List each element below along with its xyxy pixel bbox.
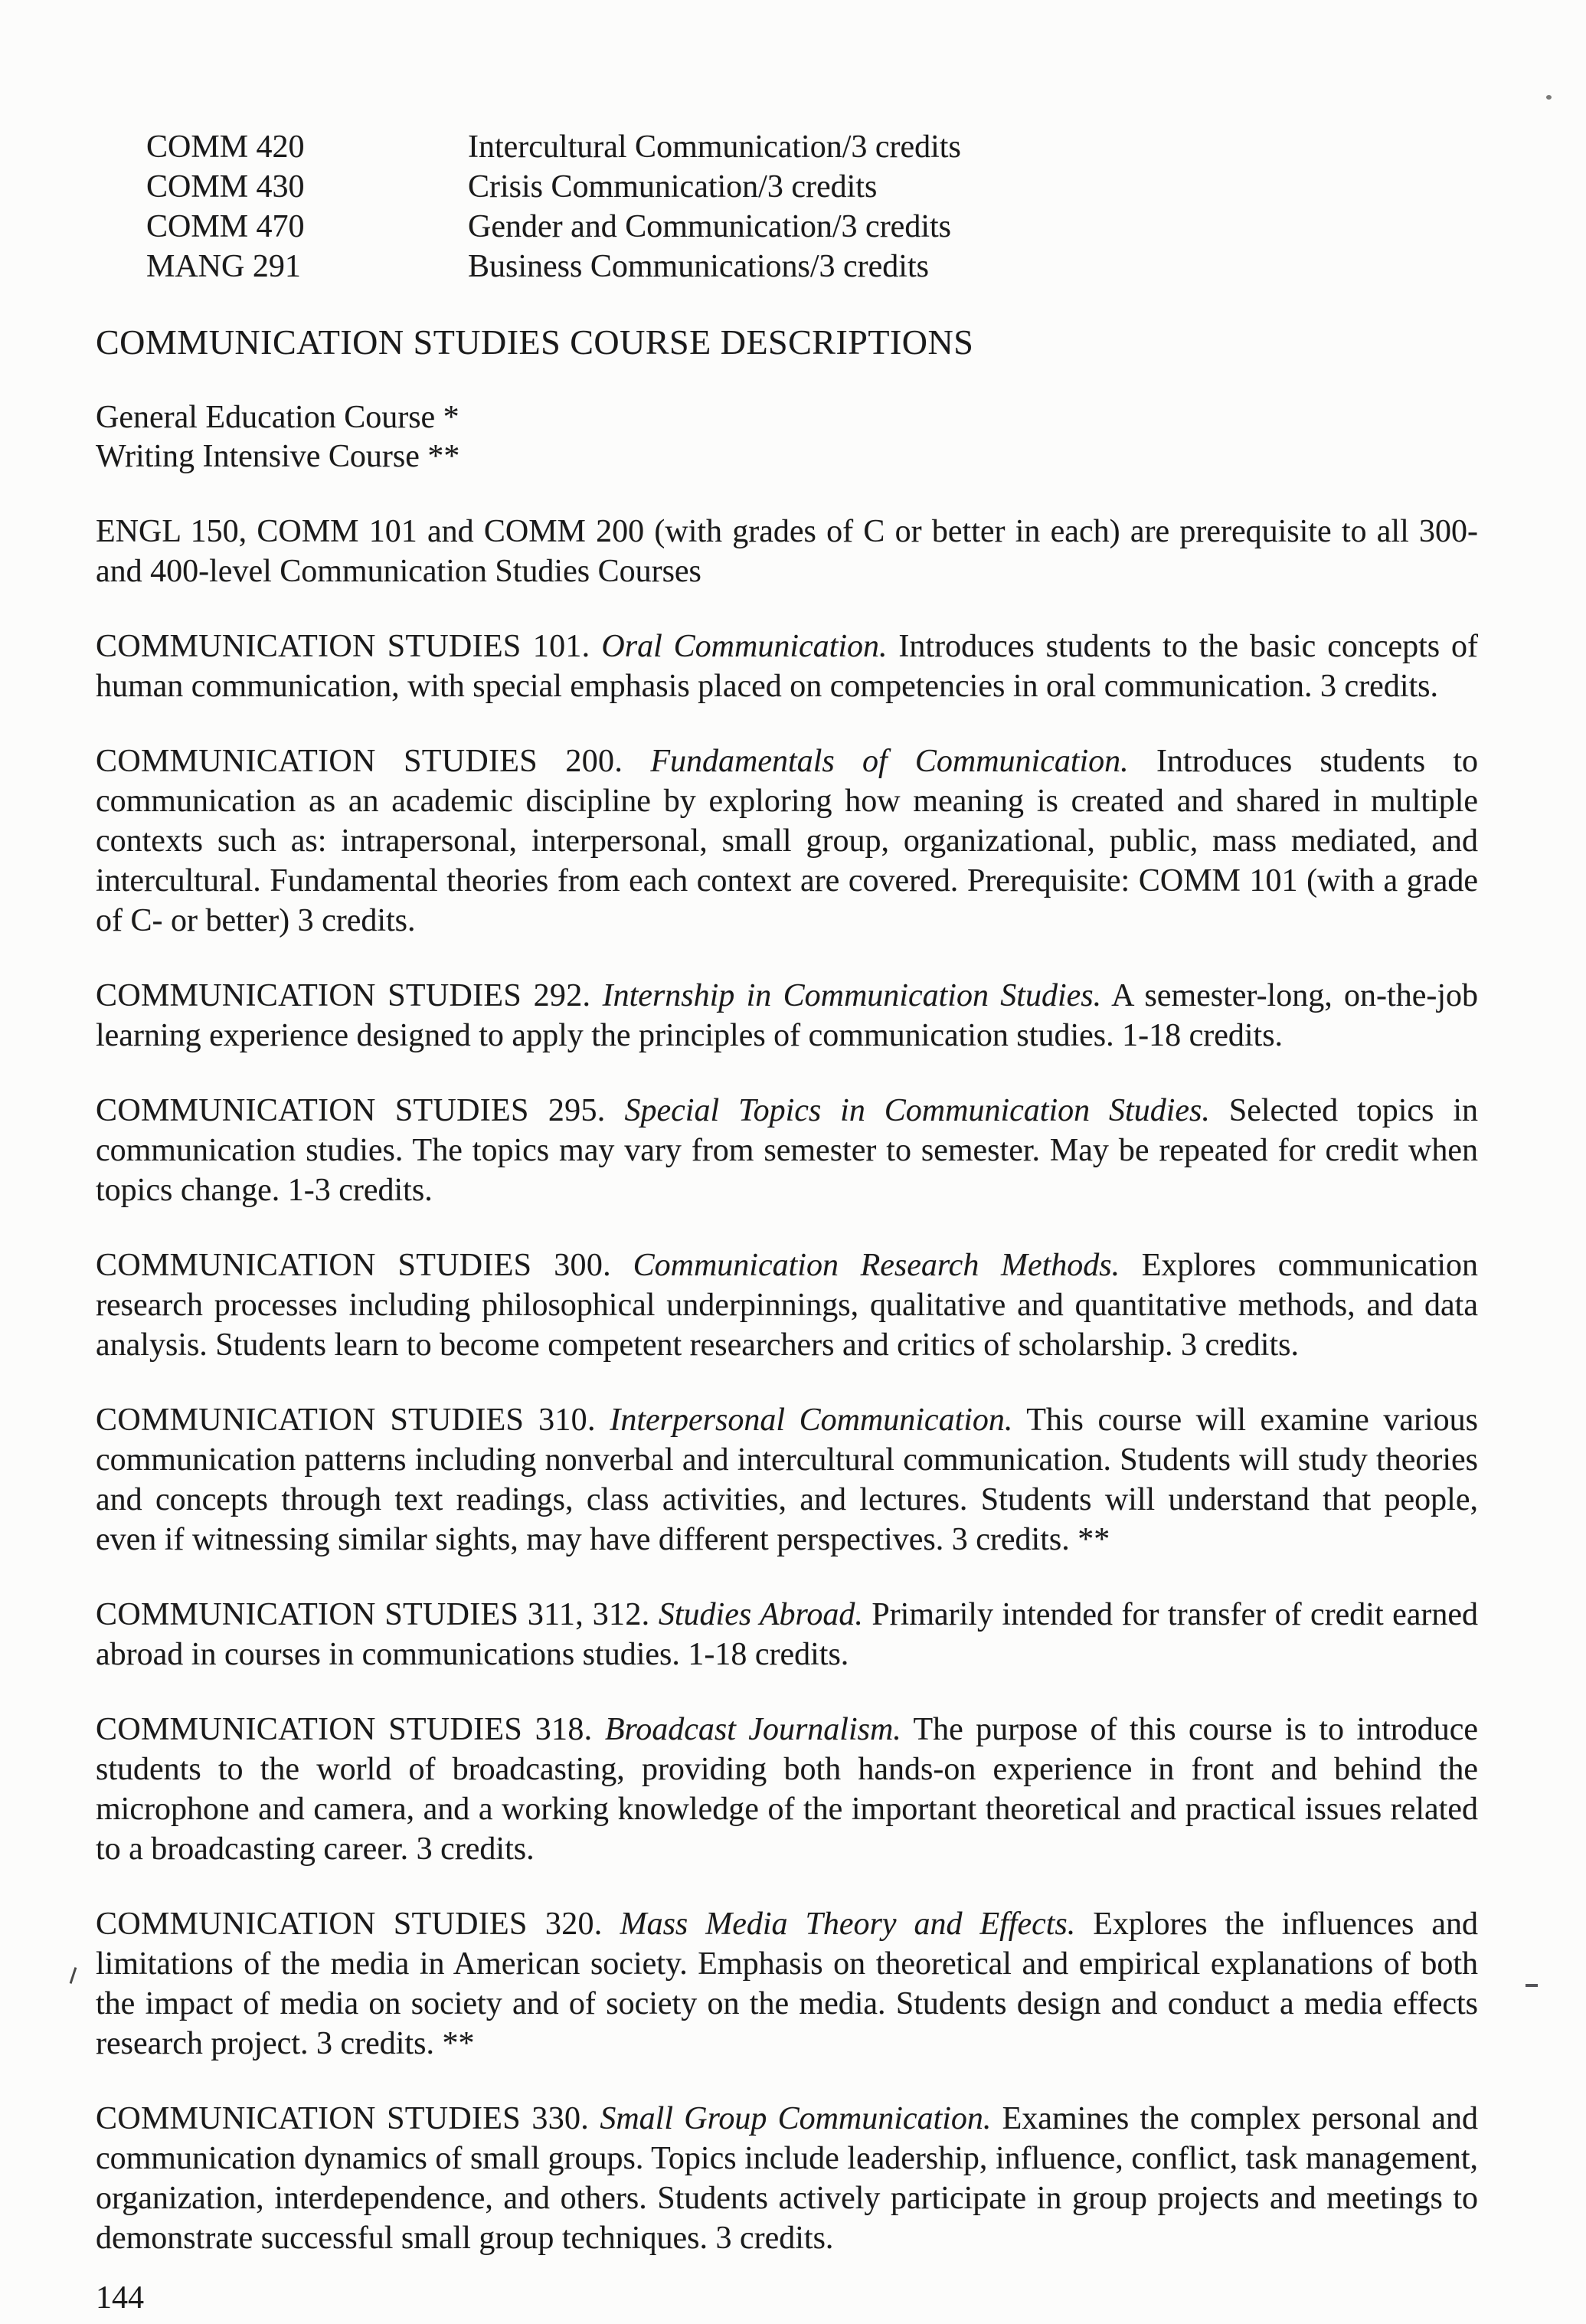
course-title: Small Group Communication.: [600, 2101, 992, 2136]
page-heading: COMMUNICATION STUDIES COURSE DESCRIPTIONS: [96, 322, 974, 362]
course-title-credits: Gender and Communication/3 credits: [468, 209, 952, 244]
course-description: [96, 1595, 1478, 1674]
course-title: Mass Media Theory and Effects.: [620, 1907, 1076, 1942]
course-number-heading: COMMUNICATION STUDIES 310.: [96, 1403, 596, 1438]
course-description: [96, 627, 1478, 706]
course-description: [96, 1400, 1478, 1560]
course-number-heading: COMMUNICATION STUDIES 300.: [96, 1248, 611, 1283]
course-description: [96, 2099, 1478, 2258]
legend-general-education: General Education Course *: [96, 400, 459, 435]
course-title: Interpersonal Communication.: [610, 1403, 1013, 1438]
list-item: [146, 167, 1478, 207]
course-code: COMM 420: [146, 129, 305, 165]
course-body: Introduces students to the basic concepts of human communication, with special emphasis placed on competencies in oral communication. 3 credits.: [96, 629, 1479, 704]
page-number: 144: [96, 2280, 144, 2316]
course-number-heading: COMMUNICATION STUDIES 101.: [96, 629, 590, 664]
scan-artifact-tick: [70, 1967, 77, 1984]
course-number-heading: COMMUNICATION STUDIES 295.: [96, 1093, 606, 1128]
course-description: [96, 1710, 1478, 1869]
course-body: Explores the influences and limitations of the media in American society. Emphasis on theoretical and empirical explanations of both the impact of media on society and of society on the media. Students design and conduct a media effects research project. 3 credits. **: [96, 1907, 1479, 2061]
course-body: Introduces students to communication as an academic discipline by exploring how meaning is created and shared in multiple contexts such as: intrapersonal, interpersonal, small group, organizational, public, mass mediated, and intercultural. Fundamental theories from each context are covered. Prerequisite: COMM 101 (with a grade of C- or better) 3 credits.: [96, 744, 1479, 938]
prerequisite-note: [96, 512, 1478, 591]
course-description: [96, 1091, 1478, 1210]
course-body: Explores communication research processes including philosophical underpinnings, qualitative and quantitative methods, and data analysis. Students learn to become competent researchers and critics of scholarship. 3 credits.: [96, 1248, 1479, 1363]
legend-writing-intensive: Writing Intensive Course **: [96, 439, 460, 474]
scan-artifact-dot: [1546, 95, 1552, 100]
course-body: This course will examine various communication patterns including nonverbal and intercultural communication. Students will study theories and concepts through text readings, class activities, and lectures. Students will understand that people, even if witnessing similar sights, may have different perspectives. 3 credits. **: [96, 1403, 1479, 1557]
course-legend: [96, 398, 1478, 476]
course-description: [96, 1245, 1478, 1365]
course-description: [96, 1904, 1478, 2064]
course-title: Internship in Communication Studies.: [602, 978, 1102, 1013]
course-title: Fundamentals of Communication.: [650, 744, 1129, 779]
course-code: MANG 291: [146, 249, 301, 284]
course-code: COMM 470: [146, 209, 305, 244]
list-item: [146, 127, 1478, 167]
course-number-heading: COMMUNICATION STUDIES 330.: [96, 2101, 590, 2136]
list-item: [146, 247, 1478, 286]
course-title: Studies Abroad.: [658, 1597, 863, 1632]
prerequisite-note-text: ENGL 150, COMM 101 and COMM 200 (with grades of C or better in each) are prerequisite to all 300- and 400-level Communication Studies Courses: [96, 514, 1478, 589]
course-title: Communication Research Methods.: [633, 1248, 1120, 1283]
course-title-credits: Business Communications/3 credits: [468, 249, 929, 284]
course-body: A semester-long, on-the-job learning experience designed to apply the principles of communication studies. 1-18 credits.: [96, 978, 1478, 1053]
course-number-heading: COMMUNICATION STUDIES 311, 312.: [96, 1597, 650, 1632]
course-body: Primarily intended for transfer of credit earned abroad in courses in communications studies. 1-18 credits.: [96, 1597, 1479, 1672]
course-description: [96, 976, 1478, 1056]
course-number-heading: COMMUNICATION STUDIES 318.: [96, 1712, 593, 1747]
course-number-heading: COMMUNICATION STUDIES 292.: [96, 978, 591, 1013]
list-item: [146, 207, 1478, 247]
course-title: Broadcast Journalism.: [604, 1712, 901, 1747]
course-title-credits: Intercultural Communication/3 credits: [468, 129, 961, 165]
course-body: Examines the complex personal and communication dynamics of small groups. Topics include leadership, influence, conflict, task management, organization, interdependence, and others. Students actively participate in group projects and meetings to demonstrate successful small group techniques. 3 credits.: [96, 2101, 1479, 2256]
course-title: Oral Communication.: [601, 629, 888, 664]
course-number-heading: COMMUNICATION STUDIES 200.: [96, 744, 623, 779]
scan-artifact-dash: [1526, 1984, 1538, 1987]
course-number-heading: COMMUNICATION STUDIES 320.: [96, 1907, 603, 1942]
course-body: The purpose of this course is to introduce students to the world of broadcasting, providing both hands-on experience in front and behind the microphone and camera, and a working knowledge of the important theoretical and practical issues related to a broadcasting career. 3 credits.: [96, 1712, 1479, 1867]
page-content: [96, 0, 1478, 2318]
course-title: Special Topics in Communication Studies.: [624, 1093, 1210, 1128]
course-title-credits: Crisis Communication/3 credits: [468, 169, 878, 205]
elective-course-list: [146, 127, 1478, 286]
course-code: COMM 430: [146, 169, 305, 205]
course-description: [96, 741, 1478, 941]
course-body: Selected topics in communication studies. The topics may vary from semester to semester. May be repeated for credit when topics change. 1-3 credits.: [96, 1093, 1478, 1208]
